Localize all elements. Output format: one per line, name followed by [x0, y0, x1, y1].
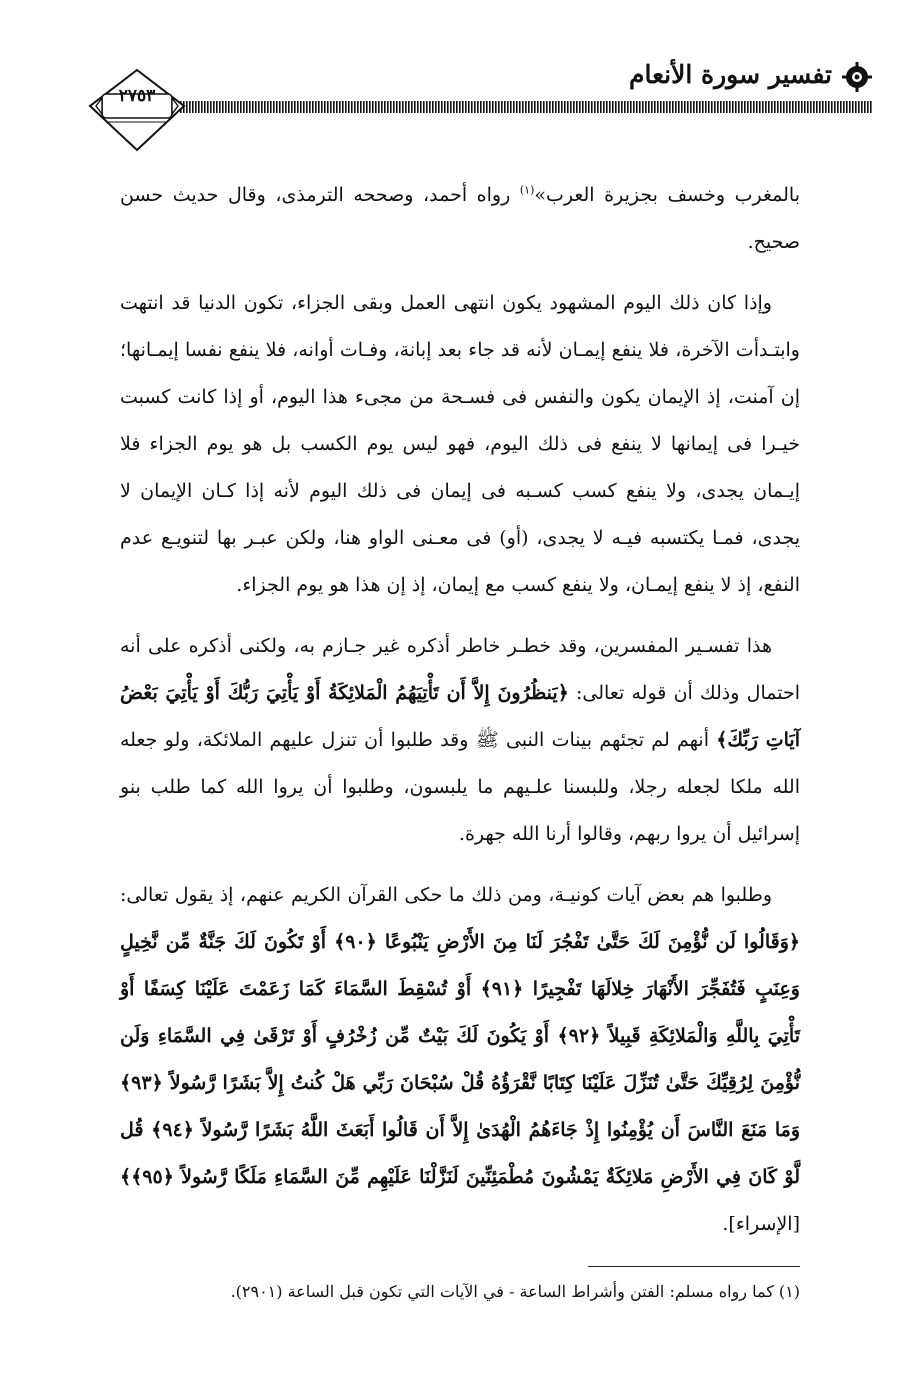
footnote-ref: (١) [519, 183, 535, 197]
paragraph-4 [120, 872, 800, 1248]
paragraph-1-rest: رواه أحمد، وصححه الترمذى، وقال حديث حسن صحيح. [120, 184, 800, 253]
header-rule [180, 101, 872, 113]
page-number: ٢٧٥٣ [118, 86, 156, 106]
verse-source: [الإسراء]. [722, 1213, 800, 1235]
paragraph-4-lead: وطلبوا هم بعض آيات كونيـة، ومن ذلك ما حكى القرآن الكريم عنهم، إذ يقول تعالى: [120, 884, 772, 906]
running-header-title: تفسير سورة الأنعام [628, 60, 832, 89]
paragraph-3-tail: أنهم لم تجئهم بينات النبى ﷺ وقد طلبوا أن تنزل عليهم الملائكة، ولو جعله الله ملكا لجعله رجلا، وللبسنا علـيهم ما يلبسون، وطلبوا أن يروا الله كما طلب بنو إسرائيل أن يروا ربهم، وقالوا أرنا الله جهرة. [120, 729, 800, 845]
main-text [120, 172, 800, 1260]
header-ornament-icon [842, 62, 872, 92]
paragraph-2: وإذا كان ذلك اليوم المشهود يكون انتهى العمل وبقى الجزاء، تكون الدنيا قد انتهت وابتـدأت الآخرة، فلا ينفع إيمـان لأنه قد جاء بعد إبانة، وفـات أوانه، فلا ينفع نفسا إيمـانها؛ إن آمنت، إذ الإيمان يكون والنفس فى فسـحة من مجىء هذا اليوم، أو إذا كانت كسبت خيـرا فى إيمانها لا ينفع فى ذلك اليوم، فهو ليس يوم الكسب بل هو يوم الجزاء فلا إيـمان يجدى، ولا ينفع كسب كسـبه فى إيمان فى ذلك اليوم لأنه إذا كـان الإيمان لا يجدى، فمـا يكتسبه فيـه لا يجدى، (أو) فى معـنى الواو هنا، ولكن عبـر بها لتنويـع عدم النفع، إذ لا ينفع إيمـان، ولا ينفع كسب مع إيمان، إذ إن هذا هو يوم الجزاء. [120, 292, 800, 596]
paragraph-3 [120, 623, 800, 858]
page-number-badge [86, 68, 188, 152]
paragraph-3-lead: هذا تفسـير المفسرين، وقد خطـر خاطر أذكره غير جـازم به، ولكنى أذكره على أنه احتمال وذلك أن قوله تعالى: [120, 635, 800, 704]
footnote-separator [588, 1266, 800, 1267]
quran-verse-an-am-158: ﴿يَنظُرُونَ إِلاَّ أَن تَأْتِيَهُمُ الْمَلائِكَةُ أَوْ يَأْتِيَ رَبُّكَ أَوْ يَأْتِيَ بَعْضُ آيَاتِ رَبِّكَ﴾ [120, 682, 800, 751]
quran-verses-al-isra-90-95: ﴿وَقَالُوا لَن نُّؤْمِنَ لَكَ حَتَّىٰ تَفْجُرَ لَنَا مِنَ الأَرْضِ يَنْبُوعًا ﴿٩٠﴾ أَوْ تَكُونَ لَكَ جَنَّةٌ مِّن نَّخِيلٍ وَعِنَبٍ فَتُفَجِّرَ الأَنْهَارَ خِلالَهَا تَفْجِيرًا ﴿٩١﴾ أَوْ تُسْقِطَ السَّمَاءَ كَمَا زَعَمْتَ عَلَيْنَا كِسَفًا أَوْ تَأْتِيَ بِاللَّهِ وَالْمَلائِكَةِ قَبِيلاً ﴿٩٢﴾ أَوْ يَكُونَ لَكَ بَيْتٌ مِّن زُخْرُفٍ أَوْ تَرْقَىٰ فِي السَّمَاءِ وَلَن نُّؤْمِنَ لِرُقِيِّكَ حَتَّىٰ تُنَزِّلَ عَلَيْنَا كِتَابًا نَّقْرَؤُهُ قُلْ سُبْحَانَ رَبِّي هَلْ كُنتُ إِلاَّ بَشَرًا رَّسُولاً ﴿٩٣﴾ وَمَا مَنَعَ النَّاسَ أَن يُؤْمِنُوا إِذْ جَاءَهُمُ الْهُدَىٰ إِلاَّ أَن قَالُوا أَبَعَثَ اللَّهُ بَشَرًا رَّسُولاً ﴿٩٤﴾ قُل لَّوْ كَانَ فِي الأَرْضِ مَلائِكَةٌ يَمْشُونَ مُطْمَئِنِّينَ لَنَزَّلْنَا عَلَيْهِم مِّنَ السَّمَاءِ مَلَكًا رَّسُولاً ﴿٩٥﴾﴾ [120, 931, 800, 1188]
paragraph-1-text: بالمغرب وخسف بجزيرة العرب» [534, 184, 800, 206]
paragraph-1 [120, 172, 800, 266]
footnote: (١) كما رواه مسلم: الفتن وأشراط الساعة - في الآيات التي تكون قبل الساعة (٢٩٠١). [230, 1282, 800, 1301]
